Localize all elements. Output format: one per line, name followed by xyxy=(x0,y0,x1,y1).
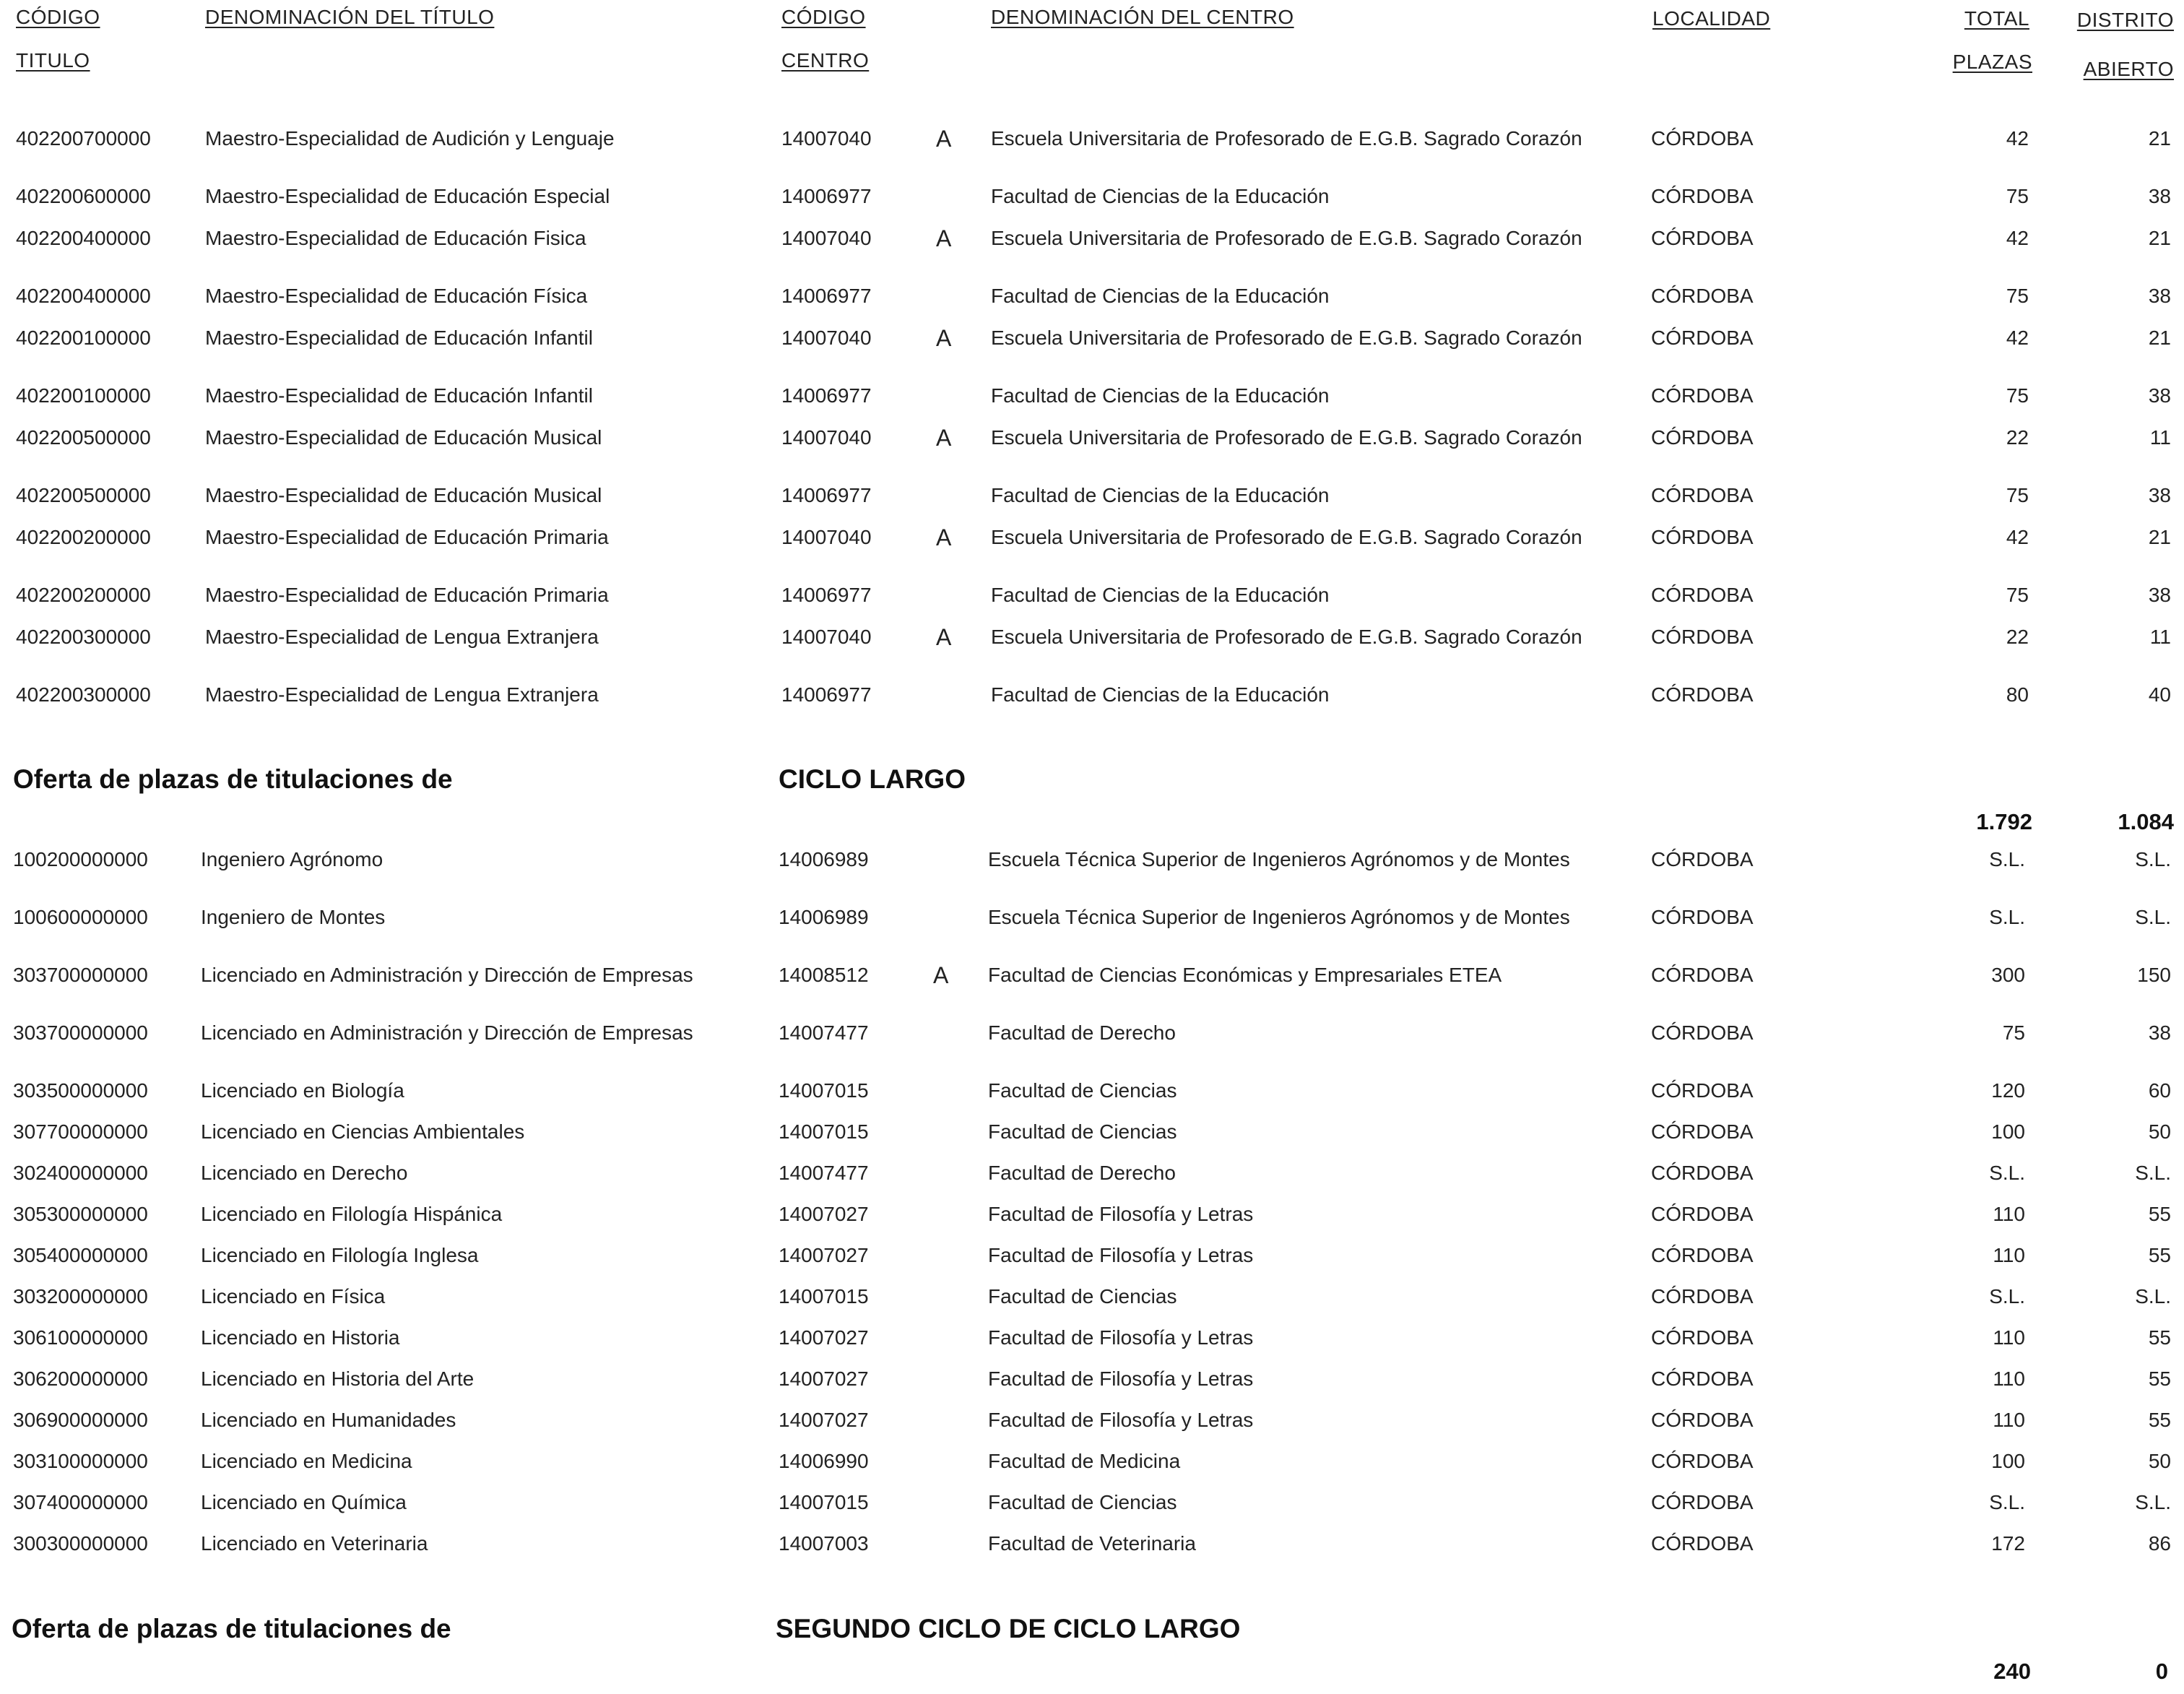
row-total: 42 xyxy=(2006,526,2029,548)
row-mark: A xyxy=(936,225,952,251)
row-total: 80 xyxy=(2006,683,2029,706)
table-row xyxy=(0,526,2184,555)
table-row xyxy=(0,1491,2184,1520)
row-city: CÓRDOBA xyxy=(1651,1021,1754,1044)
section-title: SEGUNDO CICLO DE CICLO LARGO xyxy=(776,1614,1241,1643)
row-code: 402200200000 xyxy=(16,584,151,606)
row-center-code: 14007027 xyxy=(779,1203,869,1225)
row-title: Licenciado en Medicina xyxy=(201,1450,412,1472)
row-city: CÓRDOBA xyxy=(1651,1244,1754,1266)
row-center-code: 14007040 xyxy=(781,426,872,449)
row-code: 402200400000 xyxy=(16,285,151,307)
table-row xyxy=(0,127,2184,156)
row-title: Licenciado en Administración y Dirección de Empresas xyxy=(201,964,693,986)
row-city: CÓRDOBA xyxy=(1651,426,1754,449)
row-code: 306200000000 xyxy=(13,1367,148,1390)
row-total: 300 xyxy=(1991,964,2025,986)
row-code: 305400000000 xyxy=(13,1244,148,1266)
table-row xyxy=(0,1532,2184,1561)
row-center: Facultad de Veterinaria xyxy=(988,1532,1196,1555)
row-district: 60 xyxy=(2148,1079,2171,1102)
table-row xyxy=(0,327,2184,355)
row-city: CÓRDOBA xyxy=(1651,327,1754,349)
row-district: 38 xyxy=(2148,484,2171,506)
row-city: CÓRDOBA xyxy=(1651,1491,1754,1513)
table-row xyxy=(0,1367,2184,1396)
table-row xyxy=(0,848,2184,877)
row-code: 303700000000 xyxy=(13,1021,148,1044)
row-total: S.L. xyxy=(1989,906,2025,928)
table-row xyxy=(0,906,2184,935)
row-total: 172 xyxy=(1991,1532,2025,1555)
row-district: S.L. xyxy=(2135,1162,2171,1184)
table-row xyxy=(0,1120,2184,1149)
row-code: 402200500000 xyxy=(16,484,151,506)
row-title: Licenciado en Física xyxy=(201,1285,386,1308)
row-center: Facultad de Ciencias xyxy=(988,1079,1177,1102)
row-code: 302400000000 xyxy=(13,1162,148,1184)
row-title: Licenciado en Veterinaria xyxy=(201,1532,428,1555)
row-title: Maestro-Especialidad de Lengua Extranjera xyxy=(205,683,599,706)
row-total: 75 xyxy=(2006,584,2029,606)
row-district: 55 xyxy=(2148,1326,2171,1349)
header-denominacion-centro: DENOMINACIÓN DEL CENTRO xyxy=(991,6,1294,28)
row-code: 303700000000 xyxy=(13,964,148,986)
row-district: 50 xyxy=(2148,1120,2171,1143)
row-city: CÓRDOBA xyxy=(1651,584,1754,606)
header-codigo-titulo-2: TITULO xyxy=(16,49,90,72)
row-center-code: 14006977 xyxy=(781,384,872,407)
row-center: Facultad de Ciencias xyxy=(988,1120,1177,1143)
row-mark: A xyxy=(936,524,952,550)
row-district: 21 xyxy=(2148,526,2171,548)
row-title: Maestro-Especialidad de Educación Especial xyxy=(205,185,610,207)
row-total: 110 xyxy=(1993,1409,2025,1431)
row-title: Maestro-Especialidad de Educación Primaria xyxy=(205,526,609,548)
row-title: Maestro-Especialidad de Educación Primaria xyxy=(205,584,609,606)
row-center: Facultad de Ciencias Económicas y Empresariales ETEA xyxy=(988,964,1502,986)
row-center: Facultad de Ciencias xyxy=(988,1491,1177,1513)
row-total: 42 xyxy=(2006,227,2029,249)
row-city: CÓRDOBA xyxy=(1651,1367,1754,1390)
row-code: 402200300000 xyxy=(16,626,151,648)
section-prefix: Oferta de plazas de titulaciones de xyxy=(12,1614,451,1643)
row-center-code: 14006977 xyxy=(781,683,872,706)
row-title: Licenciado en Derecho xyxy=(201,1162,408,1184)
row-mark: A xyxy=(936,325,952,351)
row-total: 75 xyxy=(2006,185,2029,207)
row-center-code: 14007027 xyxy=(779,1326,869,1349)
section-total: 1.792 xyxy=(1976,809,2032,834)
row-center-code: 14007003 xyxy=(779,1532,869,1555)
row-city: CÓRDOBA xyxy=(1651,906,1754,928)
row-total: 75 xyxy=(2006,384,2029,407)
row-center: Facultad de Medicina xyxy=(988,1450,1181,1472)
row-title: Licenciado en Historia xyxy=(201,1326,400,1349)
row-center-code: 14007477 xyxy=(779,1021,869,1044)
row-code: 402200200000 xyxy=(16,526,151,548)
row-total: 42 xyxy=(2006,327,2029,349)
row-center: Facultad de Ciencias xyxy=(988,1285,1177,1308)
row-code: 402200300000 xyxy=(16,683,151,706)
table-row xyxy=(0,683,2184,712)
row-city: CÓRDOBA xyxy=(1651,1162,1754,1184)
header-distrito-2: ABIERTO xyxy=(2083,58,2174,80)
row-district: S.L. xyxy=(2135,906,2171,928)
row-title: Maestro-Especialidad de Educación Musical xyxy=(205,426,602,449)
row-center-code: 14007015 xyxy=(779,1079,869,1102)
row-city: CÓRDOBA xyxy=(1651,1409,1754,1431)
row-title: Maestro-Especialidad de Lengua Extranjera xyxy=(205,626,599,648)
table-row xyxy=(0,1326,2184,1355)
row-code: 303200000000 xyxy=(13,1285,148,1308)
table-row xyxy=(0,1021,2184,1050)
row-center-code: 14007040 xyxy=(781,227,872,249)
row-center: Escuela Universitaria de Profesorado de E.G.B. Sagrado Corazón xyxy=(991,327,1582,349)
row-total: S.L. xyxy=(1989,848,2025,870)
row-district: 21 xyxy=(2148,327,2171,349)
row-total: 110 xyxy=(1993,1326,2025,1349)
row-center: Escuela Universitaria de Profesorado de E.G.B. Sagrado Corazón xyxy=(991,127,1582,150)
row-center-code: 14006977 xyxy=(781,185,872,207)
row-center: Facultad de Ciencias de la Educación xyxy=(991,185,1330,207)
row-district: 55 xyxy=(2148,1367,2171,1390)
row-center-code: 14007015 xyxy=(779,1285,869,1308)
row-code: 300300000000 xyxy=(13,1532,148,1555)
row-center: Facultad de Filosofía y Letras xyxy=(988,1244,1254,1266)
row-city: CÓRDOBA xyxy=(1651,964,1754,986)
row-mark: A xyxy=(936,425,952,451)
row-district: 150 xyxy=(2137,964,2171,986)
row-district: 55 xyxy=(2148,1409,2171,1431)
row-center-code: 14008512 xyxy=(779,964,869,986)
table-row xyxy=(0,584,2184,613)
row-district: 38 xyxy=(2148,384,2171,407)
row-code: 305300000000 xyxy=(13,1203,148,1225)
table-row xyxy=(0,1244,2184,1273)
row-center-code: 14006990 xyxy=(779,1450,869,1472)
row-center-code: 14007015 xyxy=(779,1491,869,1513)
table-row xyxy=(0,426,2184,455)
row-total: 22 xyxy=(2006,426,2029,449)
row-city: CÓRDOBA xyxy=(1651,227,1754,249)
row-title: Maestro-Especialidad de Educación Infantil xyxy=(205,327,593,349)
row-center-code: 14007040 xyxy=(781,626,872,648)
row-center-code: 14007015 xyxy=(779,1120,869,1143)
row-district: 38 xyxy=(2148,1021,2171,1044)
row-district: 11 xyxy=(2149,626,2171,648)
row-code: 100600000000 xyxy=(13,906,148,928)
table-row xyxy=(0,484,2184,513)
row-code: 307700000000 xyxy=(13,1120,148,1143)
header-localidad: LOCALIDAD xyxy=(1652,7,1771,30)
row-title: Maestro-Especialidad de Educación Musical xyxy=(205,484,602,506)
row-city: CÓRDOBA xyxy=(1651,127,1754,150)
row-city: CÓRDOBA xyxy=(1651,484,1754,506)
row-code: 100200000000 xyxy=(13,848,148,870)
row-mark: A xyxy=(936,624,952,650)
table-row xyxy=(0,626,2184,654)
row-center: Facultad de Filosofía y Letras xyxy=(988,1326,1254,1349)
row-title: Licenciado en Biología xyxy=(201,1079,404,1102)
row-code: 402200600000 xyxy=(16,185,151,207)
row-center-code: 14007027 xyxy=(779,1409,869,1431)
row-city: CÓRDOBA xyxy=(1651,185,1754,207)
row-code: 303500000000 xyxy=(13,1079,148,1102)
row-code: 306100000000 xyxy=(13,1326,148,1349)
row-total: 75 xyxy=(2006,484,2029,506)
table-row xyxy=(0,227,2184,256)
header-denominacion-titulo: DENOMINACIÓN DEL TÍTULO xyxy=(205,6,495,28)
row-total: 110 xyxy=(1993,1244,2025,1266)
row-center: Facultad de Derecho xyxy=(988,1021,1176,1044)
row-district: 38 xyxy=(2148,584,2171,606)
row-city: CÓRDOBA xyxy=(1651,384,1754,407)
row-center: Escuela Técnica Superior de Ingenieros Agrónomos y de Montes xyxy=(988,848,1570,870)
row-title: Licenciado en Filología Inglesa xyxy=(201,1244,479,1266)
row-city: CÓRDOBA xyxy=(1651,626,1754,648)
row-center: Facultad de Derecho xyxy=(988,1162,1176,1184)
row-center-code: 14006977 xyxy=(781,584,872,606)
row-total: S.L. xyxy=(1989,1491,2025,1513)
row-district: 86 xyxy=(2148,1532,2171,1555)
row-total: 100 xyxy=(1991,1120,2025,1143)
row-district: 40 xyxy=(2148,683,2171,706)
row-title: Licenciado en Ciencias Ambientales xyxy=(201,1120,525,1143)
table-row xyxy=(0,185,2184,214)
row-city: CÓRDOBA xyxy=(1651,285,1754,307)
row-district: 38 xyxy=(2148,185,2171,207)
row-title: Maestro-Especialidad de Educación Fisica xyxy=(205,227,586,249)
row-total: S.L. xyxy=(1989,1285,2025,1308)
row-total: 75 xyxy=(2002,1021,2025,1044)
row-center: Facultad de Ciencias de la Educación xyxy=(991,384,1330,407)
row-title: Ingeniero Agrónomo xyxy=(201,848,384,870)
row-city: CÓRDOBA xyxy=(1651,1532,1754,1555)
row-title: Maestro-Especialidad de Audición y Lenguaje xyxy=(205,127,615,150)
row-center-code: 14007040 xyxy=(781,526,872,548)
row-city: CÓRDOBA xyxy=(1651,1203,1754,1225)
section-prefix: Oferta de plazas de titulaciones de xyxy=(13,764,453,794)
row-title: Licenciado en Humanidades xyxy=(201,1409,456,1431)
row-district: 50 xyxy=(2148,1450,2171,1472)
row-center-code: 14007477 xyxy=(779,1162,869,1184)
row-center: Facultad de Ciencias de la Educación xyxy=(991,584,1330,606)
row-center-code: 14007040 xyxy=(781,127,872,150)
row-code: 402200500000 xyxy=(16,426,151,449)
row-district: 55 xyxy=(2148,1244,2171,1266)
table-row xyxy=(0,1079,2184,1108)
row-title: Maestro-Especialidad de Educación Física xyxy=(205,285,588,307)
row-center: Facultad de Ciencias de la Educación xyxy=(991,285,1330,307)
table-row xyxy=(0,1285,2184,1314)
row-center: Escuela Técnica Superior de Ingenieros Agrónomos y de Montes xyxy=(988,906,1570,928)
row-center: Facultad de Filosofía y Letras xyxy=(988,1203,1254,1225)
header-total-1: TOTAL xyxy=(1964,7,2029,30)
row-title: Licenciado en Historia del Arte xyxy=(201,1367,474,1390)
row-district: S.L. xyxy=(2135,848,2171,870)
table-row xyxy=(0,1203,2184,1232)
row-city: CÓRDOBA xyxy=(1651,683,1754,706)
row-city: CÓRDOBA xyxy=(1651,1079,1754,1102)
table-row xyxy=(0,1409,2184,1438)
table-row xyxy=(0,384,2184,413)
row-district: S.L. xyxy=(2135,1285,2171,1308)
row-district: 21 xyxy=(2148,127,2171,150)
table-row xyxy=(0,964,2184,993)
row-center: Escuela Universitaria de Profesorado de E.G.B. Sagrado Corazón xyxy=(991,526,1582,548)
header-codigo-centro-2: CENTRO xyxy=(781,49,870,72)
header-total-2: PLAZAS xyxy=(1952,51,2032,73)
row-total: 22 xyxy=(2006,626,2029,648)
row-total: 120 xyxy=(1991,1079,2025,1102)
row-city: CÓRDOBA xyxy=(1651,1326,1754,1349)
row-code: 402200400000 xyxy=(16,227,151,249)
row-district: 11 xyxy=(2149,426,2171,449)
header-codigo-centro-1: CÓDIGO xyxy=(781,6,866,28)
section-district-total: 0 xyxy=(2155,1659,2168,1684)
table-row xyxy=(0,1450,2184,1479)
table-row xyxy=(0,285,2184,314)
row-center-code: 14007040 xyxy=(781,327,872,349)
row-total: 100 xyxy=(1991,1450,2025,1472)
row-total: 110 xyxy=(1993,1367,2025,1390)
row-district: 38 xyxy=(2148,285,2171,307)
row-center: Facultad de Ciencias de la Educación xyxy=(991,484,1330,506)
row-city: CÓRDOBA xyxy=(1651,1450,1754,1472)
row-center: Facultad de Filosofía y Letras xyxy=(988,1409,1254,1431)
table-row xyxy=(0,1162,2184,1190)
row-total: 42 xyxy=(2006,127,2029,150)
row-district: 21 xyxy=(2148,227,2171,249)
row-center: Escuela Universitaria de Profesorado de E.G.B. Sagrado Corazón xyxy=(991,626,1582,648)
section-title: CICLO LARGO xyxy=(779,764,966,794)
row-center-code: 14006977 xyxy=(781,285,872,307)
row-center-code: 14006977 xyxy=(781,484,872,506)
row-title: Ingeniero de Montes xyxy=(201,906,386,928)
row-code: 402200100000 xyxy=(16,384,151,407)
section-district-total: 1.084 xyxy=(2118,809,2174,834)
row-center-code: 14006989 xyxy=(779,906,869,928)
header-distrito-1: DISTRITO xyxy=(2076,9,2174,31)
row-mark: A xyxy=(933,962,949,988)
row-code: 306900000000 xyxy=(13,1409,148,1431)
row-city: CÓRDOBA xyxy=(1651,526,1754,548)
row-code: 303100000000 xyxy=(13,1450,148,1472)
header-codigo-titulo-1: CÓDIGO xyxy=(16,6,100,28)
row-code: 402200100000 xyxy=(16,327,151,349)
row-title: Licenciado en Filología Hispánica xyxy=(201,1203,503,1225)
row-center-code: 14007027 xyxy=(779,1367,869,1390)
row-mark: A xyxy=(936,126,952,152)
row-center: Facultad de Filosofía y Letras xyxy=(988,1367,1254,1390)
row-code: 307400000000 xyxy=(13,1491,148,1513)
row-code: 402200700000 xyxy=(16,127,151,150)
row-district: S.L. xyxy=(2135,1491,2171,1513)
row-total: S.L. xyxy=(1989,1162,2025,1184)
row-center: Facultad de Ciencias de la Educación xyxy=(991,683,1330,706)
row-center-code: 14006989 xyxy=(779,848,869,870)
row-title: Licenciado en Administración y Dirección de Empresas xyxy=(201,1021,693,1044)
row-city: CÓRDOBA xyxy=(1651,1285,1754,1308)
row-title: Maestro-Especialidad de Educación Infantil xyxy=(205,384,593,407)
row-title: Licenciado en Química xyxy=(201,1491,407,1513)
row-total: 110 xyxy=(1993,1203,2025,1225)
row-center: Escuela Universitaria de Profesorado de E.G.B. Sagrado Corazón xyxy=(991,227,1582,249)
row-city: CÓRDOBA xyxy=(1651,848,1754,870)
row-city: CÓRDOBA xyxy=(1651,1120,1754,1143)
row-center-code: 14007027 xyxy=(779,1244,869,1266)
row-center: Escuela Universitaria de Profesorado de E.G.B. Sagrado Corazón xyxy=(991,426,1582,449)
section-total: 240 xyxy=(1993,1659,2031,1684)
row-total: 75 xyxy=(2006,285,2029,307)
row-district: 55 xyxy=(2148,1203,2171,1225)
